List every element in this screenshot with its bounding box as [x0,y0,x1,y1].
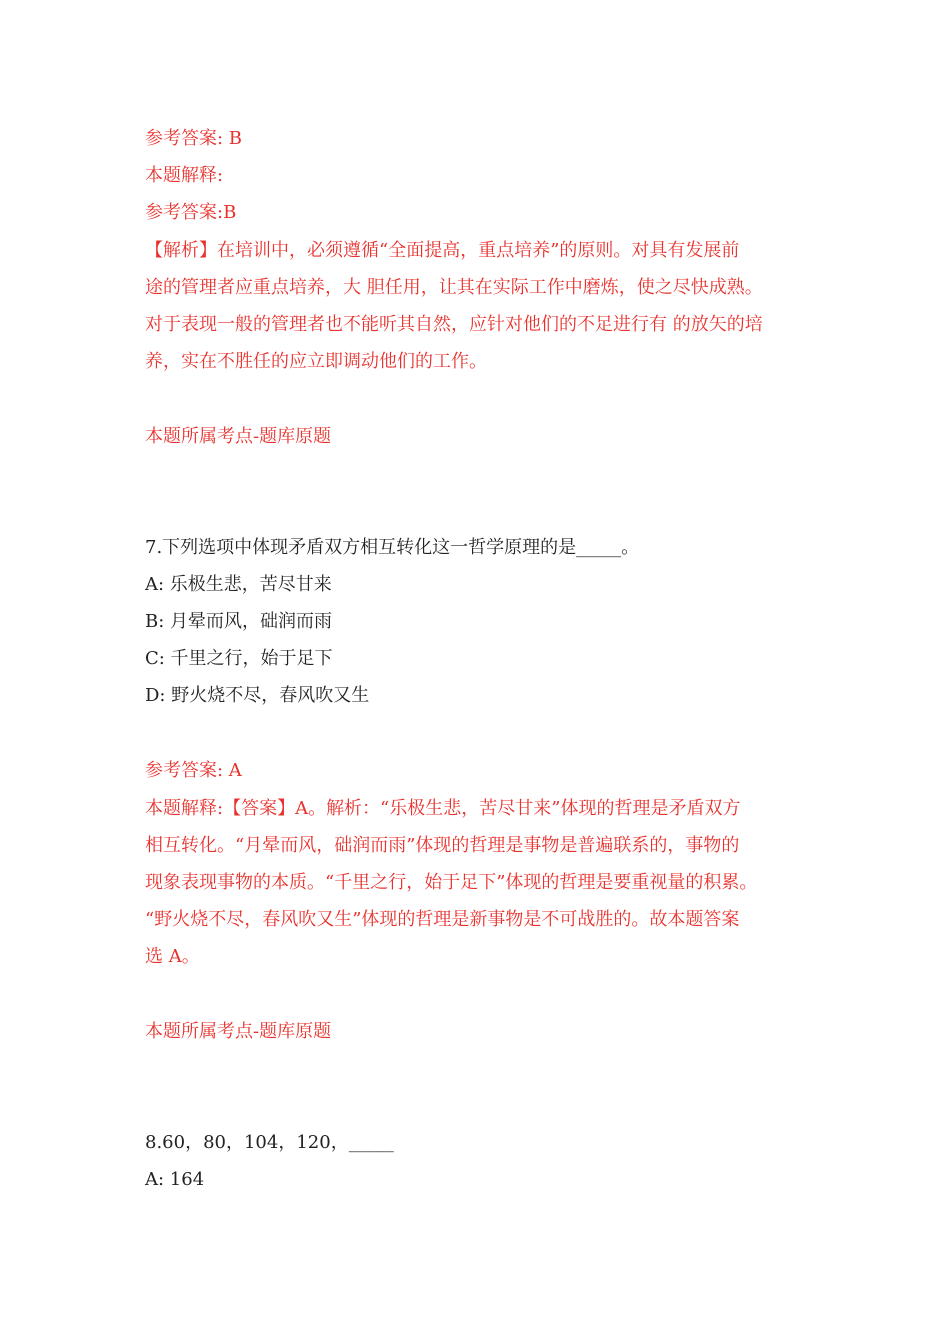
explain-line: 途的管理者应重点培养，大 胆任用，让其在实际工作中磨炼，使之尽快成熟。 [145,277,763,298]
explain-line: 选 A。 [145,946,200,967]
question-8-option-a: A: 164 [145,1169,205,1190]
ref-answer-6-alt: 参考答案:B [145,202,237,223]
question-7-stem: 7.下列选项中体现矛盾双方相互转化这一哲学原理的是_____。 [145,537,640,558]
explain-title-6: 本题解释: [145,165,224,186]
question-7-option-b: B: 月晕而风，础润而雨 [145,611,333,632]
knowledge-point-6: 本题所属考点-题库原题 [145,426,332,447]
explain-line: 【解析】在培训中，必须遵循“全面提高，重点培养”的原则。对具有发展前 [145,240,740,261]
explain-line: “野火烧不尽，春风吹又生”体现的哲理是新事物是不可战胜的。故本题答案 [145,909,740,930]
explain-line: 养，实在不胜任的应立即调动他们的工作。 [145,351,487,372]
question-7-option-d: D: 野火烧不尽，春风吹又生 [145,685,370,706]
explain-line: 现象表现事物的本质。“千里之行，始于足下”体现的哲理是要重视量的积累。 [145,872,758,893]
question-7-option-c: C: 千里之行，始于足下 [145,648,333,669]
question-8-stem: 8.60，80，104，120，_____ [145,1132,394,1153]
knowledge-point-7: 本题所属考点-题库原题 [145,1021,332,1042]
question-7-option-a: A: 乐极生悲，苦尽甘来 [145,574,332,595]
ref-answer-6: 参考答案: B [145,128,243,149]
explain-line: 相互转化。“月晕而风，础润而雨”体现的哲理是事物是普遍联系的，事物的 [145,835,740,856]
explain-line: 对于表现一般的管理者也不能听其自然，应针对他们的不足进行有 的放矢的培 [145,314,763,335]
ref-answer-7: 参考答案: A [145,760,242,781]
explain-line: 本题解释:【答案】A。解析：“乐极生悲，苦尽甘来”体现的哲理是矛盾双方 [145,798,741,819]
